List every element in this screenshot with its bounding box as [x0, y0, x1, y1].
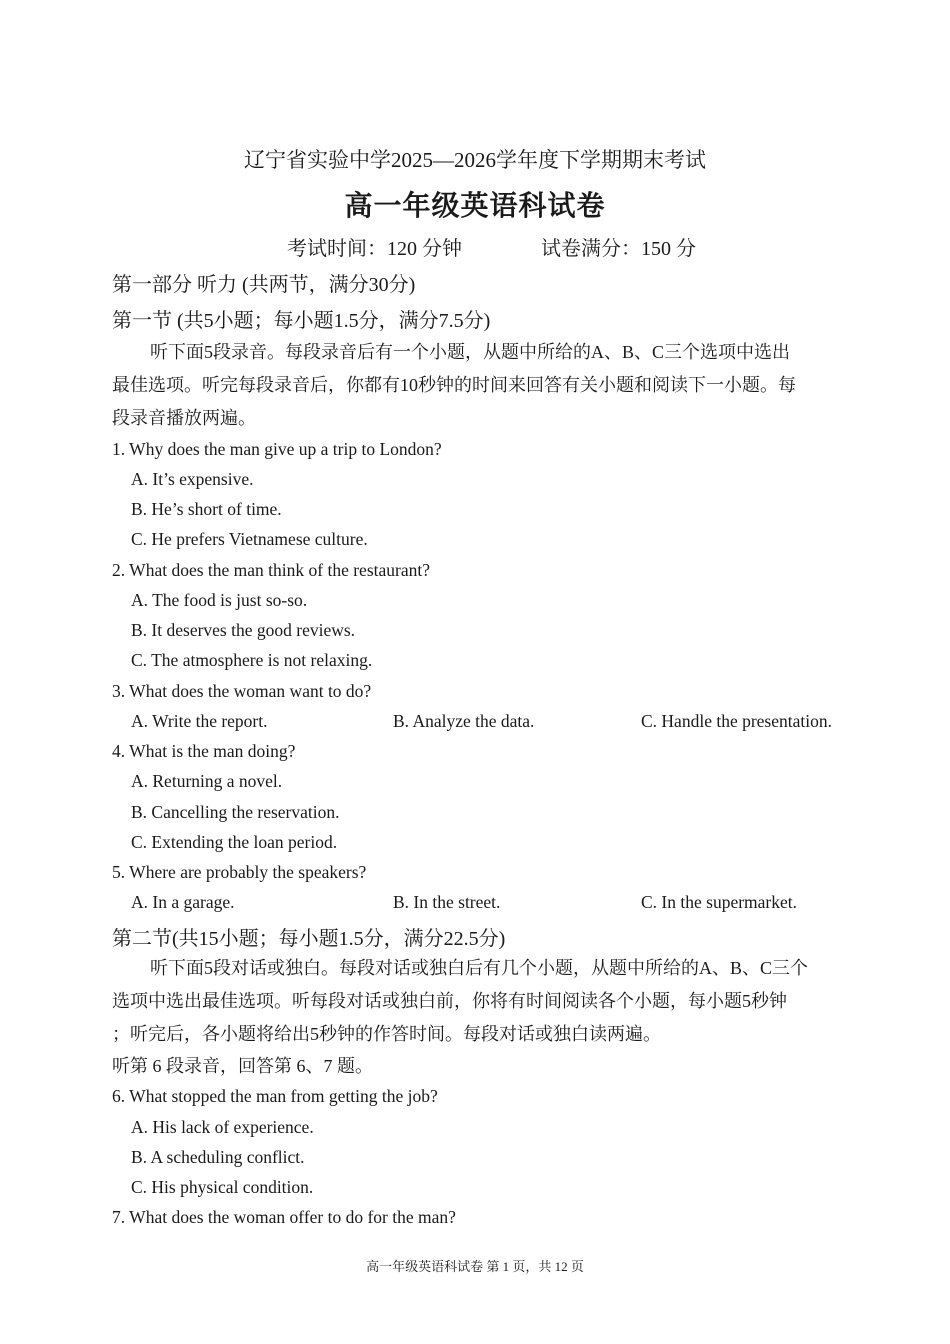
option: C. Extending the loan period. — [131, 832, 338, 852]
page-title: 高一年级英语科试卷 — [344, 191, 606, 222]
page-footer: 高一年级英语科试卷 第 1 页，共 12 页 — [366, 1259, 584, 1274]
question-stem: 1. Why does the man give up a trip to London? — [112, 439, 442, 459]
instruction-line: 选项中选出最佳选项。听每段对话或独白前，你将有时间阅读各个小题，每小题5秒钟 — [112, 991, 787, 1011]
full-score: 试卷满分：150 分 — [541, 238, 696, 260]
option: A. The food is just so-so. — [131, 590, 308, 610]
instruction-line: 最佳选项。听完每段录音后，你都有10秒钟的时间来回答有关小题和阅读下一小题。每 — [112, 375, 796, 395]
option: B. He’s short of time. — [131, 499, 282, 519]
instruction-line: 段录音播放两遍。 — [112, 408, 256, 428]
option: C. Handle the presentation. — [641, 711, 832, 731]
option: C. He prefers Vietnamese culture. — [131, 529, 368, 549]
audio-note: 听第 6 段录音，回答第 6、7 题。 — [112, 1056, 373, 1076]
instruction-line: 听下面5段对话或独白。每段对话或独白后有几个小题，从题中所给的A、B、C三个 — [150, 958, 809, 978]
section-heading: 第二节(共15小题；每小题1.5分，满分22.5分) — [112, 928, 506, 950]
option: B. In the street. — [393, 892, 501, 912]
option: C. His physical condition. — [131, 1177, 314, 1197]
exam-time: 考试时间：120 分钟 — [287, 238, 462, 260]
question-stem: 4. What is the man doing? — [112, 741, 296, 761]
part-heading: 第一部分 听力 (共两节，满分30分) — [112, 274, 416, 296]
instruction-line: ；听完后，各小题将给出5秒钟的作答时间。每段对话或独白读两遍。 — [112, 1024, 661, 1044]
section-heading: 第一节 (共5小题；每小题1.5分，满分7.5分) — [112, 310, 491, 332]
question-stem: 5. Where are probably the speakers? — [112, 862, 367, 882]
option: B. Cancelling the reservation. — [131, 802, 340, 822]
option: A. It’s expensive. — [131, 469, 254, 489]
option: A. Write the report. — [131, 711, 268, 731]
instruction-line: 听下面5段录音。每段录音后有一个小题，从题中所给的A、B、C三个选项中选出 — [150, 342, 791, 362]
question-stem: 7. What does the woman offer to do for the man? — [112, 1207, 456, 1227]
option: A. In a garage. — [131, 892, 235, 912]
question-stem: 6. What stopped the man from getting the job? — [112, 1086, 438, 1106]
option: B. A scheduling conflict. — [131, 1147, 305, 1167]
option: C. The atmosphere is not relaxing. — [131, 650, 373, 670]
option: C. In the supermarket. — [641, 892, 797, 912]
option: A. His lack of experience. — [131, 1117, 314, 1137]
question-stem: 3. What does the woman want to do? — [112, 681, 372, 701]
option: B. Analyze the data. — [393, 711, 535, 731]
question-stem: 2. What does the man think of the restaurant? — [112, 560, 430, 580]
option: B. It deserves the good reviews. — [131, 620, 356, 640]
school-exam-line: 辽宁省实验中学2025—2026学年度下学期期末考试 — [244, 148, 706, 172]
option: A. Returning a novel. — [131, 771, 283, 791]
